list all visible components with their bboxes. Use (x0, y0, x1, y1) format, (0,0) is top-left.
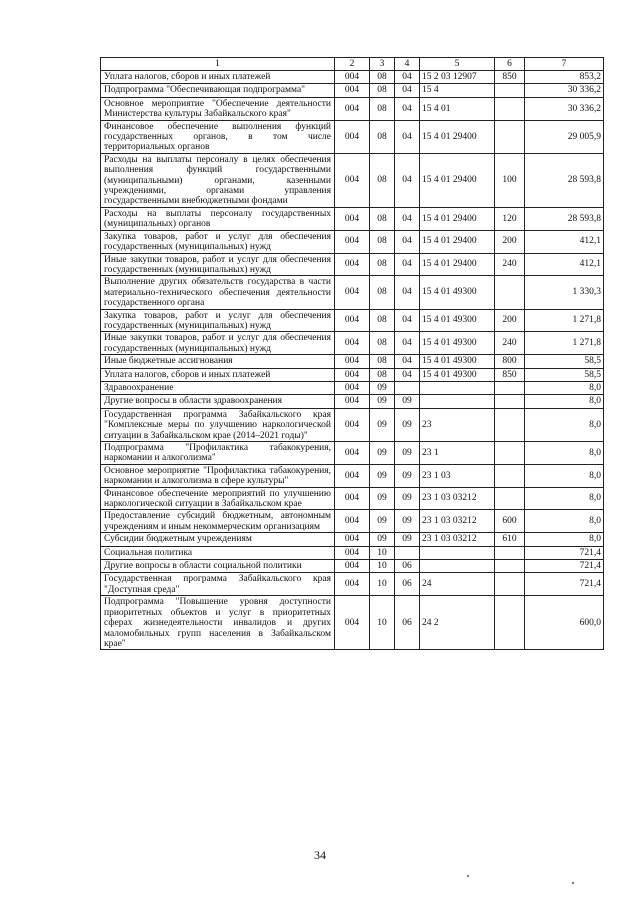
sum-cell: 29 005,9 (525, 120, 604, 153)
sum-cell: 58,5 (525, 355, 604, 368)
rz-cell: 08 (370, 71, 395, 84)
pr-cell: 04 (395, 120, 420, 153)
rz-cell: 08 (370, 97, 395, 120)
rz-cell: 08 (370, 230, 395, 253)
ved-cell: 004 (335, 408, 370, 441)
sum-cell: 1 271,8 (525, 332, 604, 355)
vr-cell (495, 442, 525, 465)
sum-cell: 8,0 (525, 487, 604, 510)
ved-cell: 004 (335, 276, 370, 309)
csr-cell (420, 546, 495, 559)
sum-cell: 8,0 (525, 442, 604, 465)
csr-cell: 15 4 01 29400 (420, 230, 495, 253)
pr-cell: 04 (395, 368, 420, 381)
row-name-cell: Иные бюджетные ассигнования (101, 355, 335, 368)
rz-cell: 08 (370, 368, 395, 381)
ved-cell: 004 (335, 207, 370, 230)
csr-cell: 15 4 01 49300 (420, 276, 495, 309)
vr-cell: 200 (495, 309, 525, 332)
pr-cell: 04 (395, 153, 420, 207)
table-row (101, 596, 604, 650)
rz-cell: 09 (370, 487, 395, 510)
sum-cell: 721,4 (525, 560, 604, 573)
row-name-cell: Другие вопросы в области здравоохранения (101, 395, 335, 408)
ved-cell: 004 (335, 332, 370, 355)
rz-cell: 08 (370, 309, 395, 332)
table-row (101, 71, 604, 84)
vr-cell (495, 120, 525, 153)
ved-cell: 004 (335, 120, 370, 153)
csr-cell: 15 4 01 49300 (420, 368, 495, 381)
table-row (101, 120, 604, 153)
vr-cell: 800 (495, 355, 525, 368)
rz-cell: 10 (370, 573, 395, 596)
csr-cell: 15 2 03 12907 (420, 71, 495, 84)
table-row (101, 442, 604, 465)
vr-cell (495, 395, 525, 408)
row-name-cell: Социальная политика (101, 546, 335, 559)
csr-cell: 15 4 01 49300 (420, 332, 495, 355)
table-row (101, 408, 604, 441)
pr-cell: 04 (395, 355, 420, 368)
row-name-cell: Иные закупки товаров, работ и услуг для обеспечения государственных (муниципальных) нужд (101, 253, 335, 276)
column-header-4: 4 (395, 58, 420, 71)
ved-cell: 004 (335, 309, 370, 332)
csr-cell: 23 1 03 03212 (420, 533, 495, 546)
row-name-cell: Закупка товаров, работ и услуг для обеспечения государственных (муниципальных) нужд (101, 230, 335, 253)
ved-cell: 004 (335, 253, 370, 276)
vr-cell: 100 (495, 153, 525, 207)
scan-speck (572, 882, 574, 884)
rz-cell: 08 (370, 276, 395, 309)
ved-cell: 004 (335, 464, 370, 487)
sum-cell: 412,1 (525, 230, 604, 253)
pr-cell: 09 (395, 510, 420, 533)
sum-cell: 600,0 (525, 596, 604, 650)
table-row (101, 230, 604, 253)
pr-cell: 09 (395, 487, 420, 510)
sum-cell: 8,0 (525, 381, 604, 394)
row-name-cell: Другие вопросы в области социальной политики (101, 560, 335, 573)
scan-speck (467, 875, 469, 877)
rz-cell: 10 (370, 596, 395, 650)
pr-cell: 04 (395, 84, 420, 97)
sum-cell: 1 330,3 (525, 276, 604, 309)
vr-cell (495, 560, 525, 573)
row-name-cell: Выполнение других обязательств государства в части материально-технического обеспечения деятельности государственного органа (101, 276, 335, 309)
sum-cell: 8,0 (525, 464, 604, 487)
row-name-cell: Государственная программа Забайкальского края "Комплексные меры по улучшению наркологической ситуации в Забайкальском крае (2014–2021 годы)" (101, 408, 335, 441)
ved-cell: 004 (335, 71, 370, 84)
sum-cell: 721,4 (525, 573, 604, 596)
table-row (101, 510, 604, 533)
row-name-cell: Расходы на выплаты персоналу государственных (муниципальных) органов (101, 207, 335, 230)
vr-cell: 240 (495, 332, 525, 355)
csr-cell: 15 4 01 29400 (420, 153, 495, 207)
pr-cell: 06 (395, 573, 420, 596)
row-name-cell: Закупка товаров, работ и услуг для обеспечения государственных (муниципальных) нужд (101, 309, 335, 332)
rz-cell: 09 (370, 533, 395, 546)
pr-cell: 04 (395, 309, 420, 332)
table-row (101, 207, 604, 230)
pr-cell: 09 (395, 442, 420, 465)
column-header-3: 3 (370, 58, 395, 71)
ved-cell: 004 (335, 368, 370, 381)
rz-cell: 08 (370, 253, 395, 276)
csr-cell: 15 4 01 29400 (420, 207, 495, 230)
pr-cell: 09 (395, 533, 420, 546)
ved-cell: 004 (335, 573, 370, 596)
row-name-cell: Основное мероприятие "Профилактика табакокурения, наркомании и алкоголизма в сфере культуры" (101, 464, 335, 487)
sum-cell: 8,0 (525, 533, 604, 546)
row-name-cell: Уплата налогов, сборов и иных платежей (101, 368, 335, 381)
csr-cell (420, 381, 495, 394)
csr-cell: 23 1 03 03212 (420, 510, 495, 533)
rz-cell: 10 (370, 560, 395, 573)
column-header-1: 1 (101, 58, 335, 71)
row-name-cell: Иные закупки товаров, работ и услуг для обеспечения государственных (муниципальных) нужд (101, 332, 335, 355)
table-row (101, 276, 604, 309)
vr-cell (495, 596, 525, 650)
column-header-5: 5 (420, 58, 495, 71)
column-header-7: 7 (525, 58, 604, 71)
rz-cell: 09 (370, 464, 395, 487)
pr-cell (395, 546, 420, 559)
rz-cell: 08 (370, 207, 395, 230)
vr-cell: 120 (495, 207, 525, 230)
vr-cell (495, 546, 525, 559)
table-row (101, 395, 604, 408)
rz-cell: 09 (370, 395, 395, 408)
table-row (101, 560, 604, 573)
sum-cell: 28 593,8 (525, 207, 604, 230)
rz-cell: 09 (370, 408, 395, 441)
ved-cell: 004 (335, 510, 370, 533)
ved-cell: 004 (335, 355, 370, 368)
csr-cell (420, 395, 495, 408)
page-number: 34 (314, 848, 326, 862)
ved-cell: 004 (335, 230, 370, 253)
budget-table (100, 57, 604, 650)
rz-cell: 09 (370, 510, 395, 533)
row-name-cell: Предоставление субсидий бюджетным, автономным учреждениям и иным некоммерческим организациям (101, 510, 335, 533)
row-name-cell: Государственная программа Забайкальского края "Доступная среда" (101, 573, 335, 596)
ved-cell: 004 (335, 153, 370, 207)
table-row (101, 546, 604, 559)
pr-cell: 04 (395, 97, 420, 120)
csr-cell: 24 (420, 573, 495, 596)
rz-cell: 08 (370, 153, 395, 207)
table-row (101, 153, 604, 207)
row-name-cell: Финансовое обеспечение выполнения функций государственных органов, в том числе территориальных органов (101, 120, 335, 153)
pr-cell: 04 (395, 332, 420, 355)
pr-cell: 04 (395, 253, 420, 276)
rz-cell: 08 (370, 120, 395, 153)
sum-cell: 28 593,8 (525, 153, 604, 207)
vr-cell (495, 408, 525, 441)
pr-cell: 04 (395, 230, 420, 253)
row-name-cell: Здравоохранение (101, 381, 335, 394)
sum-cell: 721,4 (525, 546, 604, 559)
csr-cell: 15 4 01 29400 (420, 253, 495, 276)
vr-cell: 600 (495, 510, 525, 533)
row-name-cell: Расходы на выплаты персоналу в целях обеспечения выполнения функций государственными (муниципальными) органами, казенными учреждениями, органами управления государственными внебюджетными фондами (101, 153, 335, 207)
vr-cell: 240 (495, 253, 525, 276)
pr-cell: 09 (395, 408, 420, 441)
table-row (101, 381, 604, 394)
vr-cell: 200 (495, 230, 525, 253)
sum-cell: 1 271,8 (525, 309, 604, 332)
csr-cell: 23 (420, 408, 495, 441)
rz-cell: 09 (370, 442, 395, 465)
pr-cell: 04 (395, 71, 420, 84)
csr-cell: 15 4 01 49300 (420, 355, 495, 368)
ved-cell: 004 (335, 560, 370, 573)
vr-cell (495, 97, 525, 120)
ved-cell: 004 (335, 84, 370, 97)
table-row (101, 355, 604, 368)
csr-cell: 15 4 01 (420, 97, 495, 120)
sum-cell: 58,5 (525, 368, 604, 381)
vr-cell (495, 464, 525, 487)
vr-cell (495, 276, 525, 309)
pr-cell: 06 (395, 560, 420, 573)
sum-cell: 30 336,2 (525, 84, 604, 97)
rz-cell: 08 (370, 332, 395, 355)
csr-cell (420, 560, 495, 573)
csr-cell: 23 1 03 03212 (420, 487, 495, 510)
csr-cell: 23 1 (420, 442, 495, 465)
ved-cell: 004 (335, 442, 370, 465)
table-header-row (101, 58, 604, 71)
rz-cell: 08 (370, 355, 395, 368)
sum-cell: 8,0 (525, 408, 604, 441)
table-row (101, 332, 604, 355)
ved-cell: 004 (335, 546, 370, 559)
pr-cell: 06 (395, 596, 420, 650)
csr-cell: 15 4 01 49300 (420, 309, 495, 332)
sum-cell: 853,2 (525, 71, 604, 84)
csr-cell: 15 4 01 29400 (420, 120, 495, 153)
sum-cell: 8,0 (525, 395, 604, 408)
rz-cell: 08 (370, 84, 395, 97)
row-name-cell: Подпрограмма "Профилактика табакокурения, наркомании и алкоголизма" (101, 442, 335, 465)
row-name-cell: Финансовое обеспечение мероприятий по улучшению наркологической ситуации в Забайкальском крае (101, 487, 335, 510)
table-body (101, 71, 604, 650)
csr-cell: 23 1 03 (420, 464, 495, 487)
sum-cell: 8,0 (525, 510, 604, 533)
table-row (101, 253, 604, 276)
csr-cell: 15 4 (420, 84, 495, 97)
pr-cell: 04 (395, 207, 420, 230)
row-name-cell: Субсидии бюджетным учреждениям (101, 533, 335, 546)
pr-cell: 09 (395, 464, 420, 487)
ved-cell: 004 (335, 395, 370, 408)
vr-cell: 850 (495, 71, 525, 84)
ved-cell: 004 (335, 487, 370, 510)
table-row (101, 84, 604, 97)
vr-cell (495, 84, 525, 97)
vr-cell: 610 (495, 533, 525, 546)
vr-cell (495, 487, 525, 510)
table-row (101, 464, 604, 487)
table-row (101, 97, 604, 120)
table-row (101, 368, 604, 381)
table-row (101, 573, 604, 596)
sum-cell: 30 336,2 (525, 97, 604, 120)
ved-cell: 004 (335, 381, 370, 394)
table-row (101, 533, 604, 546)
row-name-cell: Уплата налогов, сборов и иных платежей (101, 71, 335, 84)
sum-cell: 412,1 (525, 253, 604, 276)
vr-cell (495, 573, 525, 596)
ved-cell: 004 (335, 533, 370, 546)
ved-cell: 004 (335, 97, 370, 120)
row-name-cell: Подпрограмма "Обеспечивающая подпрограмма" (101, 84, 335, 97)
rz-cell: 10 (370, 546, 395, 559)
pr-cell: 09 (395, 395, 420, 408)
pr-cell (395, 381, 420, 394)
column-header-2: 2 (335, 58, 370, 71)
rz-cell: 09 (370, 381, 395, 394)
table-row (101, 487, 604, 510)
row-name-cell: Основное мероприятие "Обеспечение деятельности Министерства культуры Забайкальского края" (101, 97, 335, 120)
vr-cell (495, 381, 525, 394)
ved-cell: 004 (335, 596, 370, 650)
column-header-6: 6 (495, 58, 525, 71)
row-name-cell: Подпрограмма "Повышение уровня доступности приоритетных объектов и услуг в приоритетных сферах жизнедеятельности инвалидов и других маломобильных групп населения в Забайкальском крае" (101, 596, 335, 650)
table-row (101, 309, 604, 332)
csr-cell: 24 2 (420, 596, 495, 650)
pr-cell: 04 (395, 276, 420, 309)
vr-cell: 850 (495, 368, 525, 381)
